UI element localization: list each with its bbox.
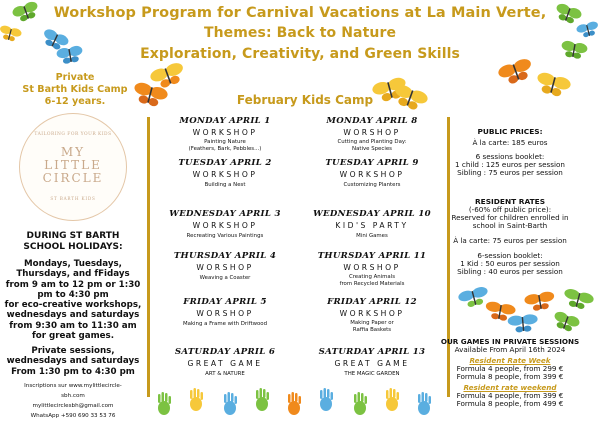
activity-desc: Making a Frame with Driftwood [182,321,267,327]
activity-label: WORKSHOP [192,128,258,137]
resident-booklet-title: 6-session booklet: [477,251,543,260]
holidays-line: SCHOOL HOLIDAYS: [23,242,123,252]
website-link-cont[interactable]: sbh.com [61,393,85,399]
day-label: TUESDAY APRIL 9 [325,158,419,168]
public-prices-block [421,128,599,177]
day-label: MONDAY APRIL 1 [179,116,271,126]
page-title: Workshop Program for Carnival Vacations at La Main Verte, [53,5,547,21]
private-sessions-block [0,346,146,377]
email-link[interactable]: mylittlecirclesbh@gmail.com [32,403,114,409]
whatsapp-link[interactable]: WhatsApp +590 690 33 53 76 [30,413,116,419]
booklet-line: 1 child : 125 euros per session [455,160,565,169]
weekend-rate-line: Formula 4 people, from 399 € [456,391,564,400]
resident-rates-block [421,198,599,276]
day-label: SATURDAY APRIL 13 [318,347,426,357]
butterfly-icon [11,0,41,24]
handprint-icon [158,392,171,415]
activity-label: WORKSHOP [192,221,258,230]
butterfly-icon [497,57,536,87]
camp-line: 6-12 years. [44,96,106,107]
day-label: THURSDAY APRIL 11 [317,251,427,261]
booklet-title: 6 sessions booklet: [475,152,545,161]
activity-desc: Building a Nest [204,182,246,188]
activity-desc: Raffia Baskets [352,326,392,333]
private-line: wednesdays and saturdays [6,356,140,367]
activity-label: KID'S PARTY [335,221,409,230]
activity-label: WORKSHOP [192,170,258,179]
activity-label: WORSHOP [343,263,401,272]
schedule-line: from 9 am to 12 pm or 1:30 [5,279,141,290]
resident-line: Reserved for children enrolled in [451,213,569,222]
day-label: FRIDAY APRIL 5 [183,297,267,307]
butterfly-icon [149,61,188,91]
my-little-circle-logo [19,113,127,221]
handprint-icon [256,388,269,411]
activity-desc: Mini Games [356,233,388,239]
activity-desc: Customizing Planters [343,182,401,188]
logo-bottom: ST BARTH KIDS [50,196,96,201]
activity-label: WORSHOP [196,263,254,272]
handprint-icon [354,392,367,415]
handprint-icon [320,388,333,411]
subthemes-line: Exploration, Creativity, and Green Skills [140,46,460,62]
activity-desc: Native Species [352,145,392,152]
day-block [155,297,295,328]
schedule-line: Thursdays, and fFidays [16,269,130,280]
activity-desc: from Recycled Materials [339,280,405,287]
butterfly-icon [507,314,538,334]
private-line: Private sessions, [31,346,115,356]
day-block [155,209,295,240]
public-prices-title: PUBLIC PRICES: [477,127,543,136]
activity-label: GREAT GAME [187,359,263,368]
handprint-icon [288,392,301,415]
activity-desc: Making Paper or [350,320,394,326]
handprint-icon [190,388,203,411]
logo-word: MY [60,145,86,159]
butterfly-icon [534,71,572,99]
weekend-rate-title: Resident rate weekend [463,383,557,392]
week-rate-line: Formula 8 people, from 399 € [456,372,564,381]
public-carte: À la carte: 185 euros [472,138,548,147]
activity-desc: Cutting and Planting Day: [337,139,407,145]
schedule-line: wednesdays and saturdays [6,310,140,321]
activity-label: WORKSHOP [339,309,405,318]
camp-title-block [0,72,150,108]
day-block [155,347,295,378]
resident-carte: À la carte: 75 euros per session [453,236,567,245]
schedule-line: Mondays, Tuesdays, [24,259,122,269]
schedule-line: for eco-creative workshops, [4,300,142,311]
schedule-block [0,259,146,341]
handprint-icon [224,392,237,415]
holidays-heading [0,231,146,253]
butterfly-icon [0,24,22,43]
day-label: WEDNESDAY APRIL 10 [313,209,431,219]
day-label: MONDAY APRIL 8 [326,116,418,126]
holidays-line: DURING ST BARTH [26,231,120,241]
games-available: Available From April 16th 2024 [454,345,566,354]
camp-line: St Barth Kids Camp [22,84,128,95]
day-label: TUESDAY APRIL 2 [178,158,272,168]
butterfly-icon [551,310,581,334]
activity-desc: ART & NATURE [205,371,245,377]
day-block [155,251,295,282]
activity-label: GREAT GAME [334,359,410,368]
resident-title: RESIDENT RATES [474,197,546,206]
handprint-icon [386,388,399,411]
booklet-line: Sibling : 75 euros per session [457,168,563,177]
private-line: From 1:30 pm to 4:30 pm [11,366,135,377]
day-block [302,297,442,333]
activity-label: WORKSHOP [339,170,405,179]
day-block [155,158,295,189]
logo-tagline: TAILORING FOR YOUR KIDS [34,132,112,137]
camp-line: Private [55,72,95,83]
butterfly-icon [524,291,556,313]
activity-desc: THE MAGIC GARDEN [344,371,400,377]
day-label: SATURDAY APRIL 6 [174,347,276,357]
contact-block [0,381,146,421]
schedule-line: pm to 4:30 pm [37,289,109,300]
butterfly-icon [457,285,490,309]
week-rate-title: Resident Rate Week [469,356,551,365]
butterfly-icon [576,20,600,39]
butterfly-icon [561,287,594,311]
day-block [155,116,295,152]
activity-desc: Painting Nature [204,139,246,145]
left-divider [147,117,150,397]
butterfly-icon [560,40,588,60]
resident-line: (-60% off public price): [468,205,552,214]
activity-label: WORSHOP [343,128,401,137]
activity-desc: (Feathers, Bark, Pebbles...) [188,145,262,152]
games-title: OUR GAMES IN PRIVATE SESSIONS [440,337,580,346]
day-label: WEDNESDAY APRIL 3 [169,209,281,219]
day-label: FRIDAY APRIL 12 [327,297,417,307]
activity-desc: Creating Animals [348,274,396,280]
week-rate-line: Formula 4 people, from 299 € [456,364,564,373]
weekend-rate-line: Formula 8 people, from 499 € [456,399,564,408]
day-label: THURSDAY APRIL 4 [173,251,277,261]
schedule-line: from 9:30 am to 11:30 am [9,320,137,331]
website-link[interactable]: Inscriptions sur www.mylittlecircle- [24,383,122,389]
resident-booklet-line: Sibling : 40 euros per session [457,267,563,276]
resident-line: school in Saint-Barth [472,221,548,230]
themes-line: Themes: Back to Nature [203,25,397,41]
camp-heading: February Kids Camp [236,93,374,107]
activity-desc: Weaving a Coaster [199,275,251,281]
activity-desc: Recreating Various Paintings [186,233,264,239]
resident-booklet-line: 1 Kid : 50 euros per session [460,259,560,268]
butterfly-icon [553,2,583,26]
schedule-line: for great games. [32,331,114,342]
private-games-block [421,338,599,408]
logo-word: CIRCLE [42,171,104,185]
logo-word: LITTLE [44,158,102,172]
activity-label: WORSHOP [196,309,254,318]
